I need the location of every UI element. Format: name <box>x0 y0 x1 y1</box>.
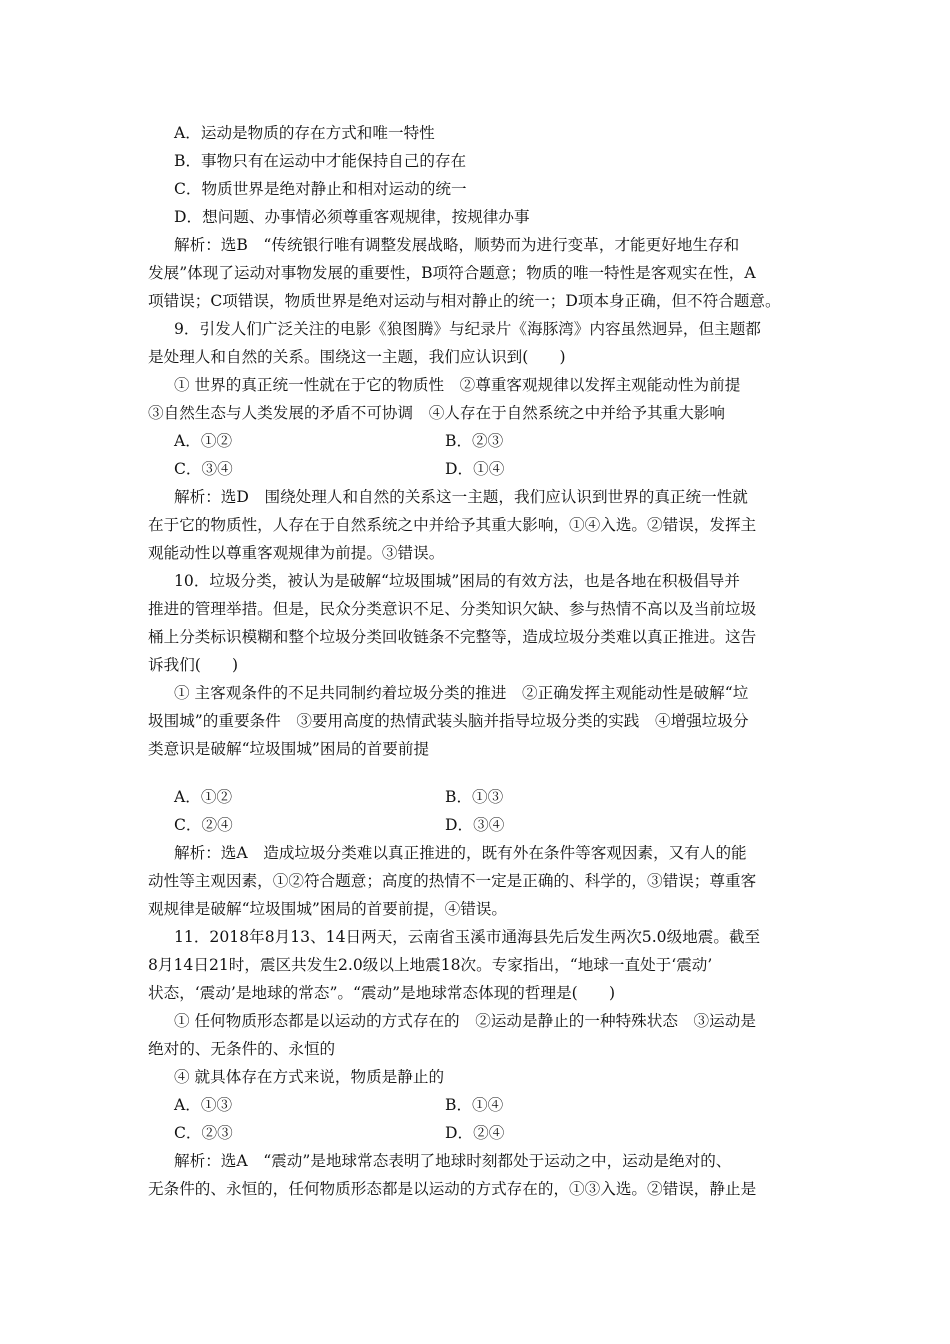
q8-analysis-line: 解析：选B “传统银行唯有调整发展战略，顺势而为进行变革，才能更好地生存和 <box>174 236 740 254</box>
q11-analysis-line: 解析：选A “震动”是地球常态表明了地球时刻都处于运动之中，运动是绝对的、 <box>174 1152 732 1170</box>
q11-option-c: C．②③ <box>174 1124 233 1142</box>
q8-option-b: B．事物只有在运动中才能保持自己的存在 <box>174 152 467 170</box>
q9-stem-line: 是处理人和自然的关系。围绕这一主题，我们应认识到( ) <box>148 348 566 366</box>
q11-option-b: B．①④ <box>445 1096 504 1114</box>
q8-option-d: D．想问题、办事情必须尊重客观规律，按规律办事 <box>174 208 530 226</box>
q11-stem-line: 状态，‘震动’是地球的常态”。“震动”是地球常态体现的哲理是( ) <box>148 984 616 1002</box>
q9-analysis-line: 观能动性以尊重客观规律为前提。③错误。 <box>148 544 445 562</box>
q9-option-a: A．①② <box>174 432 233 450</box>
q10-option-c: C．②④ <box>174 816 233 834</box>
q9-analysis-line: 解析：选D 围绕处理人和自然的关系这一主题，我们应认识到世界的真正统一性就 <box>174 488 748 506</box>
q8-option-c: C．物质世界是绝对静止和相对运动的统一 <box>174 180 467 198</box>
q10-stem-line: 桶上分类标识模糊和整个垃圾分类回收链条不完整等，造成垃圾分类难以真正推进。这告 <box>148 628 757 646</box>
q10-analysis-line: 解析：选A 造成垃圾分类难以真正推进的，既有外在条件等客观因素，又有人的能 <box>174 844 747 862</box>
q9-option-d: D．①④ <box>445 460 505 478</box>
q8-analysis-line: 项错误；C项错误，物质世界是绝对运动与相对静止的统一；D项本身正确，但不符合题意。 <box>148 292 781 310</box>
q9-statement-line: ① 世界的真正统一性就在于它的物质性 ②尊重客观规律以发挥主观能动性为前提 <box>174 376 741 394</box>
q11-option-d: D．②④ <box>445 1124 505 1142</box>
q10-option-d: D．③④ <box>445 816 505 834</box>
q9-stem-line: 9．引发人们广泛关注的电影《狼图腾》与纪录片《海豚湾》内容虽然迥异，但主题都 <box>174 320 761 338</box>
q9-statement-line: ③自然生态与人类发展的矛盾不可协调 ④人存在于自然系统之中并给予其重大影响 <box>148 404 725 422</box>
q10-option-a: A．①② <box>174 788 233 806</box>
q10-statement-line: 圾围城”的重要条件 ③要用高度的热情武装头脑并指导垃圾分类的实践 ④增强垃圾分 <box>148 712 749 730</box>
q11-statement-line: ④ 就具体存在方式来说，物质是静止的 <box>174 1068 445 1086</box>
q10-statement-line: 类意识是破解“垃圾围城”困局的首要前提 <box>148 740 430 758</box>
q10-option-b: B．①③ <box>445 788 504 806</box>
q11-stem-line: 11．2018年8月13、14日两天，云南省玉溪市通海县先后发生两次5.0级地震。截至 <box>174 928 761 946</box>
q10-analysis-line: 观规律是破解“垃圾围城”困局的首要前提，④错误。 <box>148 900 508 918</box>
q11-analysis-line: 无条件的、永恒的，任何物质形态都是以运动的方式存在的，①③入选。②错误，静止是 <box>148 1180 757 1198</box>
q10-stem-line: 推进的管理举措。但是，民众分类意识不足、分类知识欠缺、参与热情不高以及当前垃圾 <box>148 600 757 618</box>
q8-option-a: A．运动是物质的存在方式和唯一特性 <box>174 124 435 142</box>
q10-statement-line: ① 主客观条件的不足共同制约着垃圾分类的推进 ②正确发挥主观能动性是破解“垃 <box>174 684 749 702</box>
q9-option-b: B．②③ <box>445 432 504 450</box>
q11-option-a: A．①③ <box>174 1096 233 1114</box>
q11-statement-line: 绝对的、无条件的、永恒的 <box>148 1040 336 1058</box>
q11-statement-line: ① 任何物质形态都是以运动的方式存在的 ②运动是静止的一种特殊状态 ③运动是 <box>174 1012 756 1030</box>
q10-stem-line: 诉我们( ) <box>148 656 239 674</box>
q9-analysis-line: 在于它的物质性，人存在于自然系统之中并给予其重大影响，①④入选。②错误，发挥主 <box>148 516 757 534</box>
q10-analysis-line: 动性等主观因素，①②符合题意；高度的热情不一定是正确的、科学的，③错误；尊重客 <box>148 872 757 890</box>
q9-option-c: C．③④ <box>174 460 233 478</box>
q11-stem-line: 8月14日21时，震区共发生2.0级以上地震18次。专家指出，“地球一直处于‘震动’ <box>148 956 713 974</box>
q10-stem-line: 10．垃圾分类，被认为是破解“垃圾围城”困局的有效方法，也是各地在积极倡导并 <box>174 572 740 590</box>
q8-analysis-line: 发展”体现了运动对事物发展的重要性，B项符合题意；物质的唯一特性是客观实在性，A <box>148 264 756 282</box>
